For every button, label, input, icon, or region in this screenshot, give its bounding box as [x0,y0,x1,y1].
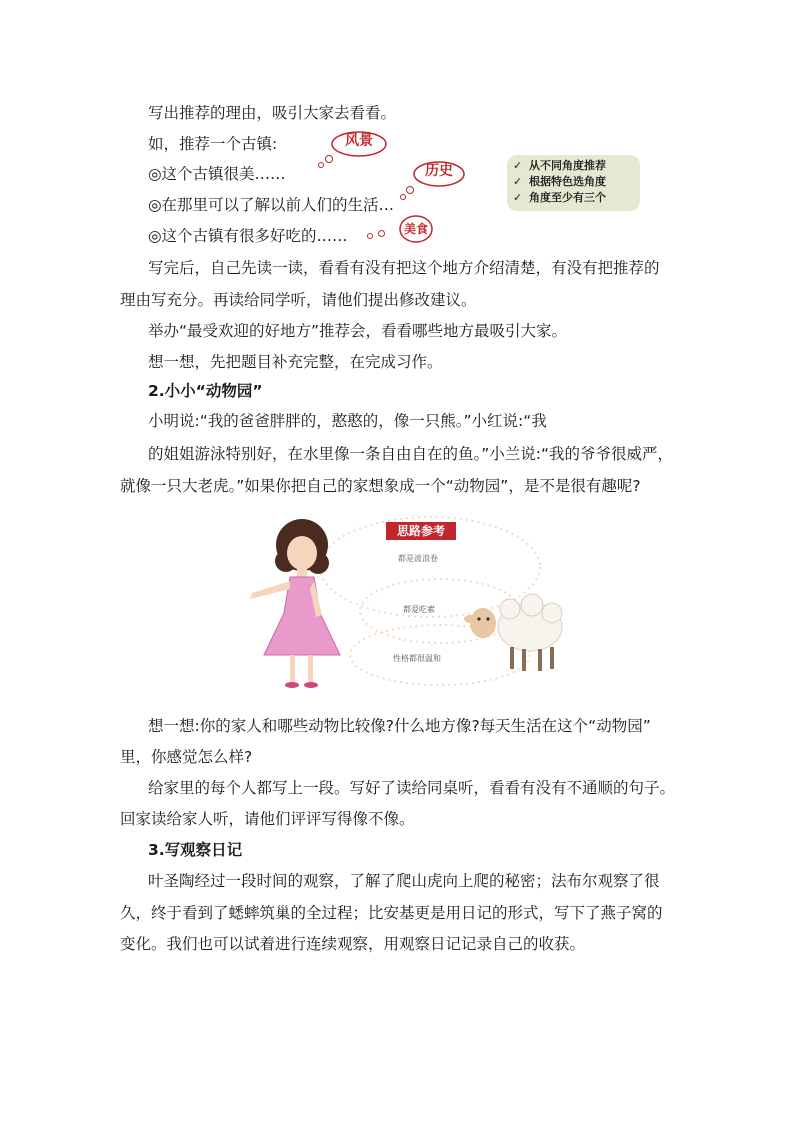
text-line: 想一想，先把题目补充完整，在完成习作。 [148,353,443,371]
tip-label: 角度至少有三个 [529,191,606,204]
text-line: 理由写充分。再读给同学听，请他们提出修改建议。 [120,291,477,309]
bubble-dot [318,162,324,168]
text-line: 叶圣陶经过一段时间的观察，了解了爬山虎向上爬的秘密；法布尔观察了很 [148,872,660,890]
text-line: 写出推荐的理由，吸引大家去看看。 [148,104,397,122]
text-line: ◎在那里可以了解以前人们的生活… [148,196,395,214]
text-line: 小明说:“我的爸爸胖胖的，憨憨的，像一只熊。”小红说:“我 [148,412,547,430]
note-vegetarian: 都爱吃素 [403,605,435,614]
bubble-history [412,160,466,188]
section-heading: 2.小小“动物园” [148,382,263,400]
tip-item [513,174,640,190]
text-line: 久，终于看到了蟋蟀筑巢的全过程；比安基更是用日记的形式，写下了燕子窝的 [120,904,663,922]
check-icon: ✓ [513,175,523,188]
tip-label: 从不同角度推荐 [529,159,606,172]
note-curly-hair: 都是波浪卷 [398,554,438,563]
bubble-scenery [330,130,388,158]
bubble-food [398,214,434,244]
text-line: 里，你感觉怎么样? [120,748,253,766]
check-icon: ✓ [513,159,523,172]
tips-box [507,155,640,211]
text-line: 想一想:你的家人和哪些动物比较像?什么地方像?每天生活在这个“动物园” [148,717,651,735]
section-heading: 3.写观察日记 [148,841,243,859]
check-icon: ✓ [513,191,523,204]
text-line: 给家里的每个人都写上一段。写好了读给同桌听，看看有没有不通顺的句子。 [148,779,676,797]
text-line: 的姐姐游泳特别好，在水里像一条自由自在的鱼。”小兰说:“我的爷爷很威严， [148,445,674,463]
text-line: ◎这个古镇有很多好吃的…… [148,227,348,245]
note-gentle: 性格都很温和 [393,654,441,663]
bubble-label: 历史 [425,163,453,179]
text-line: 如，推荐一个古镇: [148,135,278,153]
text-line: 举办“最受欢迎的好地方”推荐会，看看哪些地方最吸引大家。 [148,322,568,340]
idea-badge: 思路参考 [386,522,456,540]
bubble-dot [400,194,406,200]
tip-item [513,158,640,174]
bubble-label: 风景 [345,133,373,149]
tip-item [513,190,640,206]
bubble-dot [378,230,385,237]
text-line: 变化。我们也可以试着进行连续观察，用观察日记记录自己的收获。 [120,935,586,953]
text-line: 就像一只大老虎。”如果你把自己的家想象成一个“动物园”，是不是很有趣呢? [120,477,641,495]
bubble-dot [406,186,414,194]
tip-label: 根据特色选角度 [529,175,606,188]
bubble-label: 美食 [403,222,428,236]
text-line: 回家读给家人听，请他们评评写得像不像。 [120,810,415,828]
text-line: ◎这个古镇很美…… [148,165,286,183]
bubble-dot [367,233,373,239]
girl-figure [250,519,340,688]
bubble-dot [325,155,333,163]
text-line: 写完后，自己先读一读，看看有没有把这个地方介绍清楚，有没有把推荐的 [148,259,660,277]
sheep-figure [464,594,562,671]
